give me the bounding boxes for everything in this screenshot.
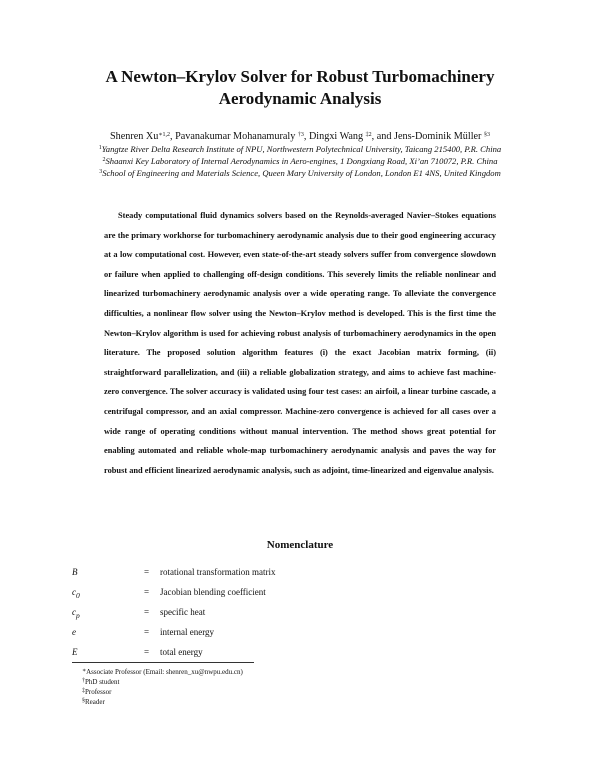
author-list [0, 130, 600, 143]
title-line-2: Aerodynamic Analysis [218, 89, 382, 108]
footnote: †PhD student [82, 678, 120, 686]
symbol: E [72, 647, 78, 657]
nomenclature-row: E = total energy [72, 642, 492, 662]
footnote: §Reader [82, 698, 105, 706]
nomenclature-row: $c_p$ = specific heat [72, 602, 492, 622]
author: Pavanakumar Mohanamuraly $^{\dagger 3}$, [175, 131, 309, 142]
footnote: ∗Associate Professor (Email: shenren_xu@nwpu.edu.cn) [82, 668, 243, 676]
definition: rotational transformation matrix [160, 567, 276, 577]
nomenclature-table [72, 562, 492, 662]
symbol: $c_p$ [72, 607, 80, 620]
nomenclature-row: $c_0$ = Jacobian blending coefficient [72, 582, 492, 602]
definition: internal energy [160, 627, 215, 637]
definition: Jacobian blending coefficient [160, 587, 266, 597]
affiliation-list [0, 143, 600, 179]
footnotes [82, 667, 243, 707]
footnote: ‡Professor [82, 688, 112, 696]
symbol: $c_0$ [72, 587, 80, 600]
symbol: B [72, 567, 78, 577]
definition: total energy [160, 647, 203, 657]
title-line-1: A Newton–Krylov Solver for Robust Turbomachinery [105, 67, 495, 86]
footnote-divider [72, 662, 254, 663]
abstract: Steady computational fluid dynamics solvers based on the Reynolds-averaged Navier–Stokes equations are the primary workhorse for turbomachinery aerodynamic analysis due to their good engineering accuracy at a low computational cost. However, even state-of-the-art steady solvers suffer from convergence slowdown or failure when applied to challenging off-design conditions. This severely limits the reliable nonlinear and linearized turbomachinery aerodynamic analysis over a wide operating range. To alleviate the convergence difficulties, a nonlinear flow solver using the Newton–Krylov method is developed. This is the first time the Newton–Krylov algorithm is used for achieving robust analysis of turbomachinery aerodynamics in the open literature. The proposed solution algorithm features (i) the exact Jacobian matrix forming, (ii) straightforward parallelization, and (iii) a reliable globalization strategy, and aims to achieve fast machine-zero convergence. The solver accuracy is validated using four test cases: an airfoil, a linear turbine cascade, a centrifugal compressor, and an axial compressor. Machine-zero convergence is achieved for all cases over a wide range of operating conditions without manual intervention. The method shows great potential for enabling automated and reliable whole-map turbomachinery aerodynamic analysis and paves the way for robust and efficient linearized aerodynamic analysis, such as adjoint, time-linearized and eigenvalue analysis. [104, 211, 496, 475]
author: Shenren $Xu^{∗1,2}$, [110, 131, 176, 142]
nomenclature-heading: Nomenclature [266, 539, 334, 551]
nomenclature-row: B = rotational transformation matrix [72, 562, 492, 582]
definition: specific heat [160, 607, 206, 617]
affiliation: $^3$School of Engineering and Materials Science, Queen Mary University of London, London E1 4NS, United Kingdom [99, 168, 501, 178]
affiliation: $^2$Shaanxi Key Laboratory of Internal Aerodynamics in Aero-engines, 1 Dongxiang Road, Xi’an 710072, P.R. China [102, 156, 498, 166]
author: Jens-Dominik Müller $^{\S 3}$ [394, 131, 490, 142]
affiliation: $^1$Yangtze River Delta Research Institute of NPU, Northwestern Polytechnical University, Taicang 215400, P.R. China [98, 144, 502, 154]
nomenclature-row: e = internal energy [72, 622, 492, 642]
author: Dingxi Wang $^{\ddagger 2}$, and [308, 131, 395, 142]
symbol: e [72, 627, 76, 637]
paper-title [0, 66, 600, 110]
